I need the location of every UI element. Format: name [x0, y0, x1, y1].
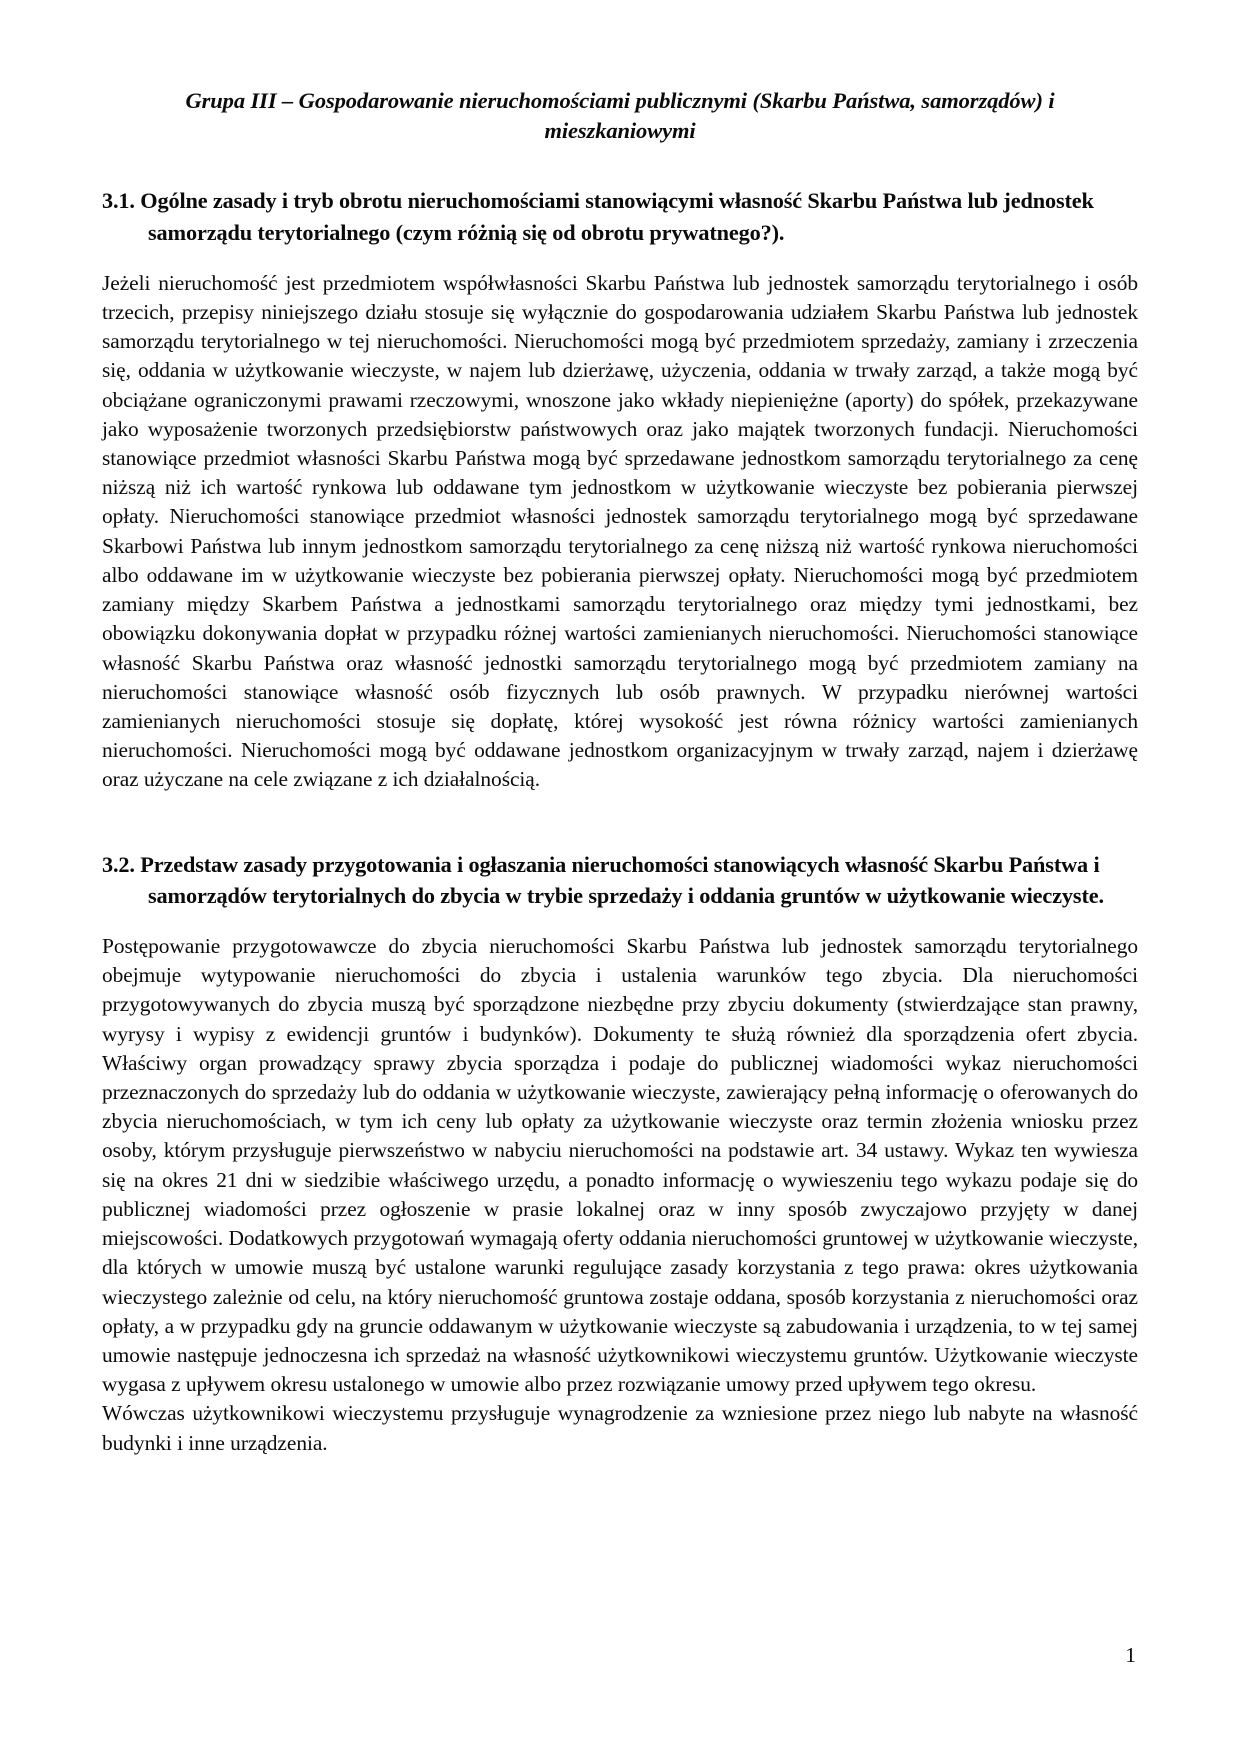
section-1 [102, 185, 1138, 794]
page-number: 1 [1125, 1642, 1136, 1667]
section-2 [102, 849, 1138, 1458]
section-2-paragraph-2: Wówczas użytkownikowi wieczystemu przysługuje wynagrodzenie za wzniesione przez niego lub nabyte na własność budynki i inne urządzenia. [102, 1401, 1138, 1455]
section-heading-3-2: 3.2. Przedstaw zasady przygotowania i ogłaszania nieruchomości stanowiących własność Skarbu Państwa i samorządów terytorialnych do zbycia w trybie sprzedaży i oddania gruntów w użytkowanie wieczyste. [102, 851, 1104, 909]
section-2-paragraph-1: Postępowanie przygotowawcze do zbycia nieruchomości Skarbu Państwa lub jednostek samorządu terytorialnego obejmuje wytypowanie nieruchomości do zbycia i ustalenia warunków tego zbycia. Dla nieruchomości przygotowywanych do zbycia muszą być sporządzone niezbędne przy zbyciu dokumenty (stwierdzające stan prawny, wyrysy i wypisy z ewidencji gruntów i budynków). Dokumenty te służą również dla sporządzenia ofert zbycia. Właściwy organ prowadzący sprawy zbycia sporządza i podaje do publicznej wiadomości wykaz nieruchomości przeznaczonych do sprzedaży lub do oddania w użytkowanie wieczyste, zawierający pełną informację o oferowanych do zbycia nieruchomościach, w tym ich ceny lub opłaty za użytkowanie wieczyste oraz termin złożenia wniosku przez osoby, którym przysługuje pierwszeństwo w nabyciu nieruchomości na podstawie art. 34 ustawy. Wykaz ten wywiesza się na okres 21 dni w siedzibie właściwego urzędu, a ponadto informację o wywieszeniu tego wykazu podaje się do publicznej wiadomości przez ogłoszenie w prasie lokalnej oraz w inny sposób zwyczajowo przyjęty w danej miejscowości. Dodatkowych przygotowań wymagają oferty oddania nieruchomości gruntowej w użytkowanie wieczyste, dla których w umowie muszą być ustalone warunki regulujące zasady korzystania z tego prawa: okres użytkowania wieczystego zależnie od celu, na który nieruchomość gruntowa zostaje oddana, sposób korzystania z nieruchomości oraz opłaty, a w przypadku gdy na gruncie oddawanym w użytkowanie wieczyste są zabudowania i urządzenia, to w tej samej umowie następuje jednoczesna ich sprzedaż na własność użytkownikowi wieczystemu gruntów. Użytkowanie wieczyste wygasa z upływem okresu ustalonego w umowie albo przez rozwiązanie umowy przed upływem tego okresu. [102, 933, 1138, 1397]
section-heading-3-1: 3.1. Ogólne zasady i tryb obrotu nieruchomościami stanowiącymi własność Skarbu Państwa lub jednostek samorządu terytorialnego (czym różnią się od obrotu prywatnego?). [102, 188, 1094, 246]
section-1-paragraph-1: Jeżeli nieruchomość jest przedmiotem współwłasności Skarbu Państwa lub jednostek samorządu terytorialnego i osób trzecich, przepisy niniejszego działu stosuje się wyłącznie do gospodarowania udziałem Skarbu Państwa lub jednostek samorządu terytorialnego w tej nieruchomości. Nieruchomości mogą być przedmiotem sprzedaży, zamiany i zrzeczenia się, oddania w użytkowanie wieczyste, w najem lub dzierżawę, użyczenia, oddania w trwały zarząd, a także mogą być obciążane ograniczonymi prawami rzeczowymi, wnoszone jako wkłady niepieniężne (aporty) do spółek, przekazywane jako wyposażenie tworzonych przedsiębiorstw państwowych oraz jako majątek tworzonych fundacji. Nieruchomości stanowiące przedmiot własności Skarbu Państwa mogą być sprzedawane jednostkom samorządu terytorialnego za cenę niższą niż ich wartość rynkowa lub oddawane tym jednostkom w użytkowanie wieczyste bez pobierania pierwszej opłaty. Nieruchomości stanowiące przedmiot własności jednostek samorządu terytorialnego mogą być sprzedawane Skarbowi Państwa lub innym jednostkom samorządu terytorialnego za cenę niższą niż wartość rynkowa nieruchomości albo oddawane im w użytkowanie wieczyste bez pobierania pierwszej opłaty. Nieruchomości mogą być przedmiotem zamiany między Skarbem Państwa a jednostkami samorządu terytorialnego oraz między tymi jednostkami, bez obowiązku dokonywania dopłat w przypadku różnej wartości zamienianych nieruchomości. Nieruchomości stanowiące własność Skarbu Państwa oraz własność jednostki samorządu terytorialnego mogą być przedmiotem zamiany na nieruchomości stanowiące własność osób fizycznych lub osób prawnych. W przypadku nierównej wartości zamienianych nieruchomości stosuje się dopłatę, której wysokość jest równa różnicy wartości zamienianych nieruchomości. Nieruchomości mogą być oddawane jednostkom organizacyjnym w trwały zarząd, najem i dzierżawę oraz użyczane na cele związane z ich działalnością. [102, 270, 1138, 792]
section-gap [102, 795, 1138, 849]
document-title: Grupa III – Gospodarowanie nieruchomościami publicznymi (Skarbu Państwa, samorządów) i mieszkaniowymi [185, 88, 1055, 143]
